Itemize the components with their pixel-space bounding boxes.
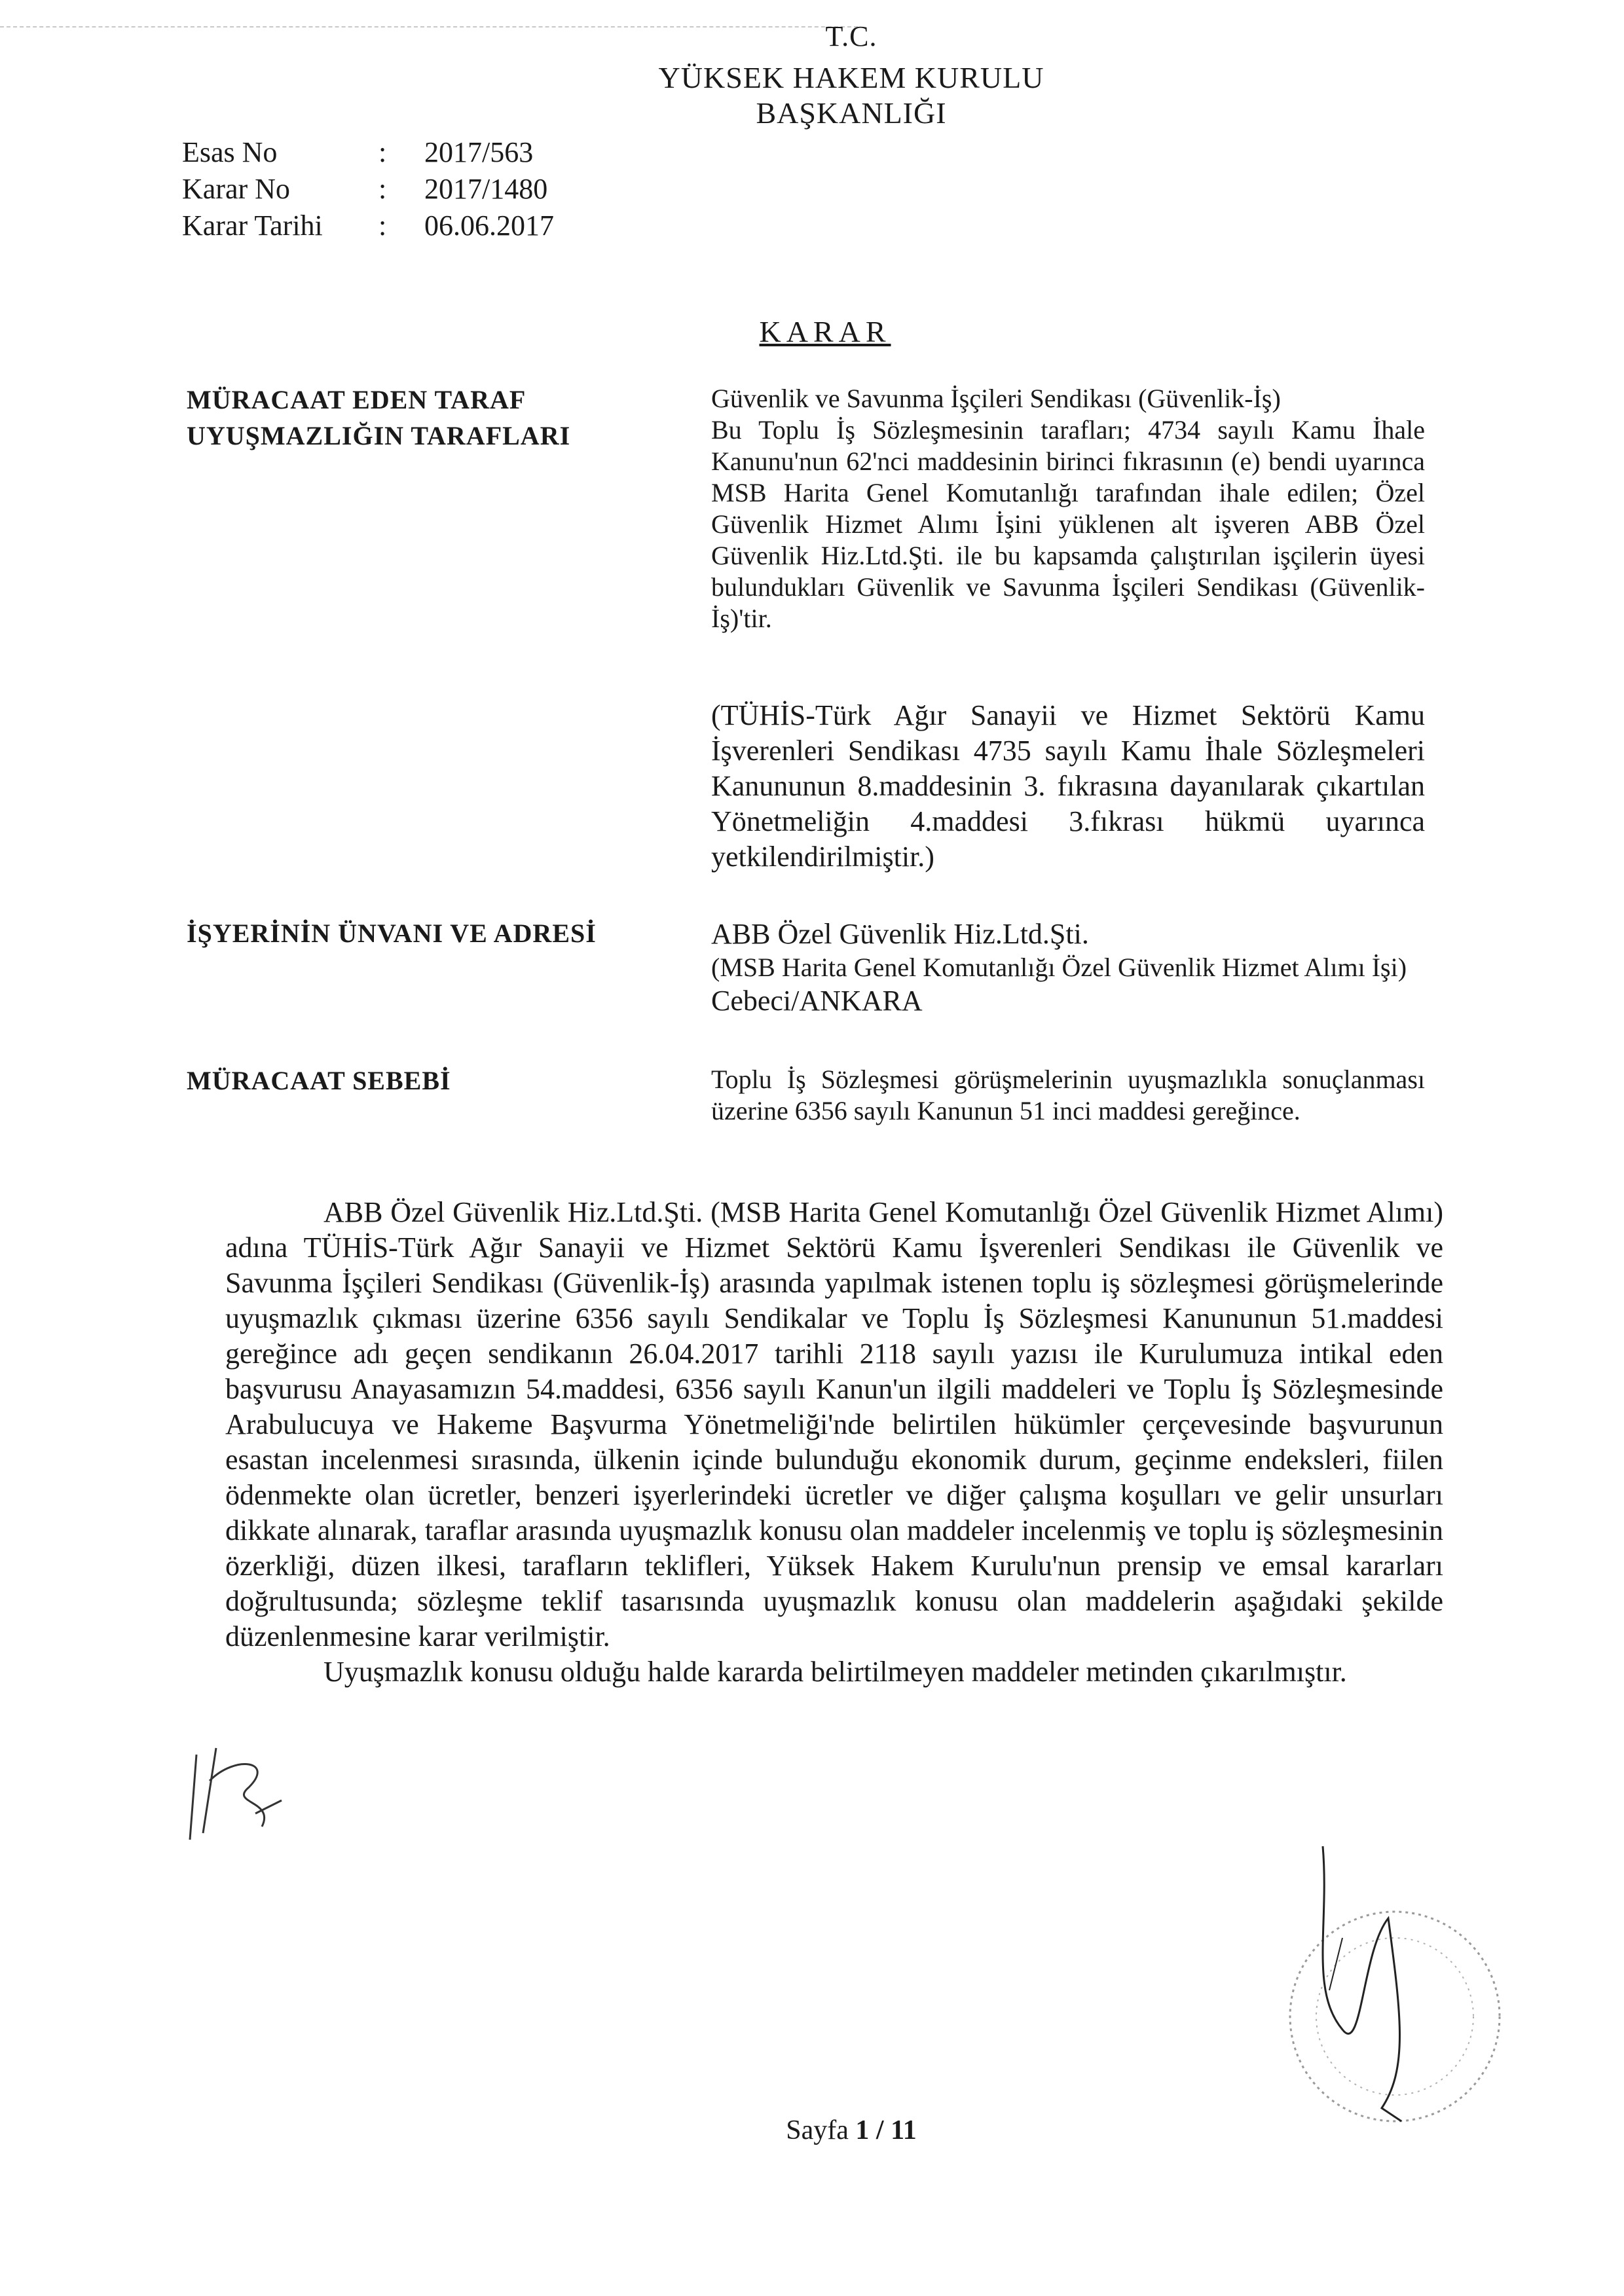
tarih-colon: :	[378, 210, 387, 242]
tarih-row	[182, 208, 554, 244]
page-number	[747, 2115, 956, 2146]
handwritten-initials	[177, 1741, 288, 1846]
isyeri-name: ABB Özel Güvenlik Hiz.Ltd.Şti.	[711, 918, 1089, 950]
karar-colon: :	[378, 173, 387, 205]
taraflar-note: (TÜHİS-Türk Ağır Sanayii ve Hizmet Sektörü Kamu İşverenleri Sendikası 4735 sayılı Kamu İhale Sözleşmeleri Kanununun 8.maddesinin 3. fıkrasına dayanılarak çıkartılan Yönetmeliğin 4.maddesi 3.fıkrası hükmü uyarınca yetkilendirilmiştir.)	[711, 699, 1425, 873]
institution-line-1: YÜKSEK HAKEM KURULU	[658, 61, 1044, 94]
tarih-label: Karar Tarihi	[182, 210, 323, 242]
page-current: 1	[855, 2115, 870, 2145]
page-label: Sayfa	[786, 2115, 849, 2145]
taraflar-block	[711, 383, 1425, 634]
scan-top-edge	[0, 26, 858, 27]
esas-label: Esas No	[182, 136, 278, 168]
isyeri-detail: (MSB Harita Genel Komutanlığı Özel Güvenlik Hizmet Alımı İşi)	[711, 953, 1407, 982]
esas-value: 2017/563	[424, 136, 534, 168]
karar-value: 2017/1480	[424, 173, 548, 205]
sebep-label: MÜRACAAT SEBEBİ	[187, 1066, 451, 1095]
taraflar-value: Bu Toplu İş Sözleşmesinin tarafları; 4734 sayılı Kamu İhale Kanunu'nun 62'nci maddesinin birinci fıkrasının (e) bendi uyarınca MSB Harita Genel Komutanlığı tarafından ihale edilen; Özel Güvenlik Hizmet Alımı İşini yüklenen alt işveren ABB Özel Güvenlik Hiz.Ltd.Şti. ile bu kapsamda çalıştırılan işçilerin üyesi bulundukları Güvenlik ve Savunma İşçileri Sendikası (Güvenlik-İş)'tir.	[711, 415, 1425, 633]
body-paragraph-1: ABB Özel Güvenlik Hiz.Ltd.Şti. (MSB Harita Genel Komutanlığı Özel Güvenlik Hizmet Alımı) adına TÜHİS-Türk Ağır Sanayii ve Hizmet Sektörü Kamu İşverenleri Sendikası ile Güvenlik ve Savunma İşçileri Sendikası (Güvenlik-İş) arasında yapılmak istenen toplu iş sözleşmesi görüşmelerinde uyuşmazlık çıkması üzerine 6356 sayılı Sendikalar ve Toplu İş Sözleşmesi Kanununun 51.maddesi gereğince adı geçen sendikanın 26.04.2017 tarihli 2118 sayılı yazısı ile Kurulumuza intikal eden başvurusu Anayasamızın 54.maddesi, 6356 sayılı Kanun'un ilgili maddeleri ve Toplu İş Sözleşmesinde Arabulucuya ve Hakeme Başvurma Yönetmeliği'nde belirtilen hükümler çerçevesinde başvurunun esastan incelenmesi sırasında, ülkenin içinde bulunduğu ekonomik durum, geçinme endeksleri, fiilen ödenmekte olan ücretler, benzeri işyerlerindeki ücretler ve diğer çalışma koşulları ve gelir unsurları dikkate alınarak, taraflar arasında uyuşmazlık konusu olan maddeler incelenmiş ve toplu iş sözleşmesinin özerkliği, düzen ilkesi, tarafların teklifleri, Yüksek Hakem Kurulu'nun prensip ve emsal kararları doğrultusunda; sözleşme teklif tasarısında uyuşmazlık konusu olan maddelerin aşağıdaki şekilde düzenlenmesine karar verilmiştir.	[225, 1196, 1443, 1652]
isyeri-address: Cebeci/ANKARA	[711, 985, 923, 1017]
page-total: 11	[891, 2115, 917, 2145]
case-metadata	[182, 134, 554, 244]
muracaat-value: Güvenlik ve Savunma İşçileri Sendikası (Güvenlik-İş)	[711, 384, 1281, 413]
institution-line-2: BAŞKANLIĞI	[756, 96, 947, 130]
page-separator: /	[876, 2115, 884, 2145]
taraflar-label: UYUŞMAZLIĞIN TARAFLARI	[187, 421, 571, 450]
muracaat-label: MÜRACAAT EDEN TARAF	[187, 385, 526, 414]
document-title: KARAR	[759, 315, 891, 348]
tarih-value: 06.06.2017	[424, 210, 554, 242]
esas-colon: :	[378, 136, 387, 168]
signature-stamp	[1231, 1820, 1506, 2160]
karar-label: Karar No	[182, 173, 290, 205]
header-tc: T.C.	[825, 20, 877, 52]
sebep-value: Toplu İş Sözleşmesi görüşmelerinin uyuşmazlıkla sonuçlanması üzerine 6356 sayılı Kanunun 51 inci maddesi gereğince.	[711, 1065, 1425, 1125]
body-paragraph-2: Uyuşmazlık konusu olduğu halde kararda belirtilmeyen maddeler metinden çıkarılmıştır.	[323, 1656, 1347, 1688]
isyeri-label: İŞYERİNİN ÜNVANI VE ADRESİ	[187, 919, 597, 948]
karar-row	[182, 171, 554, 208]
isyeri-block	[711, 917, 1425, 1019]
decision-body	[225, 1195, 1443, 1690]
institution-name	[589, 60, 1113, 131]
esas-row	[182, 134, 554, 171]
